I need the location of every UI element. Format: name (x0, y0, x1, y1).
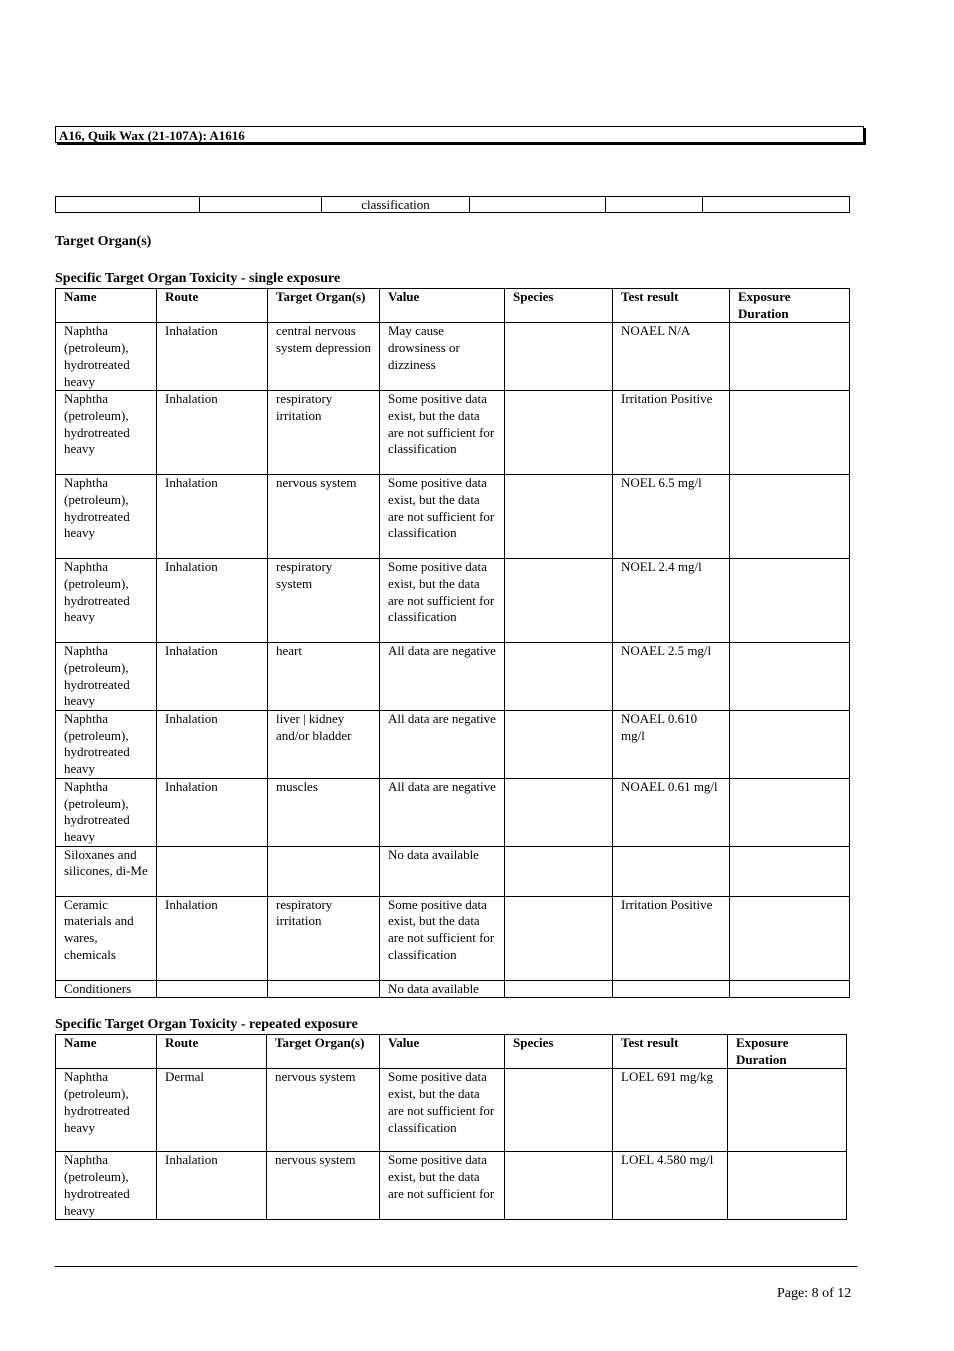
table-cell (505, 896, 613, 980)
table-cell: Naphtha (petroleum), hydrotreated heavy (56, 323, 157, 391)
table-cell: NOEL 6.5 mg/l (613, 475, 730, 559)
table-cell (730, 778, 850, 846)
table-cell: Naphtha (petroleum), hydrotreated heavy (56, 1069, 157, 1152)
table-cell: Naphtha (petroleum), hydrotreated heavy (56, 391, 157, 475)
table-cell: All data are negative (380, 643, 505, 711)
table-cell (728, 1069, 847, 1152)
table-cell: NOAEL 2.5 mg/l (613, 643, 730, 711)
table-row (56, 846, 850, 896)
table-cell: Inhalation (157, 559, 268, 643)
continuation-table (55, 196, 850, 213)
table-cell: Inhalation (157, 896, 268, 980)
table-cell: NOEL 2.4 mg/l (613, 559, 730, 643)
table-cell: Some positive data exist, but the data are not sufficient for (380, 1152, 505, 1220)
table-row (56, 323, 850, 391)
table-cell: Naphtha (petroleum), hydrotreated heavy (56, 559, 157, 643)
table-row (56, 980, 850, 998)
table-cell: Siloxanes and silicones, di-Me (56, 846, 157, 896)
table-cell (606, 197, 703, 213)
column-header: Route (157, 289, 268, 323)
table-cell: NOAEL N/A (613, 323, 730, 391)
table-cell (200, 197, 322, 213)
table-cell: classification (322, 197, 470, 213)
table-cell: central nervous system depression (268, 323, 380, 391)
table-cell (730, 475, 850, 559)
table-cell (613, 980, 730, 998)
table-cell (157, 846, 268, 896)
table-cell: Inhalation (157, 643, 268, 711)
table-cell (730, 391, 850, 475)
table-header-row (56, 1035, 847, 1069)
column-header: Value (380, 289, 505, 323)
table-row (56, 197, 850, 213)
table-cell: Inhalation (157, 1152, 267, 1220)
table-cell (730, 559, 850, 643)
table-row (56, 475, 850, 559)
table-cell (730, 980, 850, 998)
table-cell: No data available (380, 846, 505, 896)
section-heading: Target Organ(s) (55, 234, 152, 249)
table-cell (703, 197, 850, 213)
table-cell: Irritation Positive (613, 896, 730, 980)
single-exposure-table (55, 288, 850, 998)
table-cell: All data are negative (380, 711, 505, 779)
table-cell: Irritation Positive (613, 391, 730, 475)
table-cell: Naphtha (petroleum), hydrotreated heavy (56, 475, 157, 559)
document-header: A16, Quik Wax (21-107A): A1616 (55, 126, 864, 143)
column-header: Name (56, 289, 157, 323)
table-cell: No data available (380, 980, 505, 998)
table-cell (613, 846, 730, 896)
table-cell: heart (268, 643, 380, 711)
table-cell: Naphtha (petroleum), hydrotreated heavy (56, 643, 157, 711)
column-header: Exposure Duration (730, 289, 850, 323)
table-cell (470, 197, 606, 213)
table-cell: Some positive data exist, but the data are not sufficient for classification (380, 896, 505, 980)
table-cell: nervous system (268, 475, 380, 559)
footer-divider (55, 1266, 857, 1267)
table-cell (56, 197, 200, 213)
table-cell (505, 1152, 613, 1220)
table-cell (157, 980, 268, 998)
table-cell (505, 711, 613, 779)
column-header: Name (56, 1035, 157, 1069)
table-cell (505, 475, 613, 559)
table-cell: Inhalation (157, 778, 268, 846)
table-cell: Naphtha (petroleum), hydrotreated heavy (56, 711, 157, 779)
table-cell (730, 896, 850, 980)
table-cell: muscles (268, 778, 380, 846)
table-cell: LOEL 691 mg/kg (613, 1069, 728, 1152)
table-row (56, 896, 850, 980)
table-row (56, 1152, 847, 1220)
column-header: Test result (613, 1035, 728, 1069)
table-cell: respiratory irritation (268, 896, 380, 980)
table-cell: NOAEL 0.610 mg/l (613, 711, 730, 779)
table-cell: Some positive data exist, but the data are not sufficient for classification (380, 391, 505, 475)
table-row (56, 559, 850, 643)
table-cell: Some positive data exist, but the data are not sufficient for classification (380, 475, 505, 559)
column-header: Species (505, 1035, 613, 1069)
table-cell: respiratory system (268, 559, 380, 643)
column-header: Exposure Duration (728, 1035, 847, 1069)
table-cell (730, 846, 850, 896)
table-cell: liver | kidney and/or bladder (268, 711, 380, 779)
page-number: Page: 8 of 12 (777, 1286, 852, 1301)
repeated-exposure-title: Specific Target Organ Toxicity - repeated exposure (55, 1017, 358, 1032)
table-cell: All data are negative (380, 778, 505, 846)
table-cell (730, 323, 850, 391)
table-cell: Ceramic materials and wares, chemicals (56, 896, 157, 980)
column-header: Route (157, 1035, 267, 1069)
table-cell (505, 323, 613, 391)
table-header-row (56, 289, 850, 323)
column-header: Target Organ(s) (268, 289, 380, 323)
column-header: Target Organ(s) (267, 1035, 380, 1069)
table-cell: Naphtha (petroleum), hydrotreated heavy (56, 778, 157, 846)
column-header: Test result (613, 289, 730, 323)
table-cell: LOEL 4.580 mg/l (613, 1152, 728, 1220)
table-cell: Dermal (157, 1069, 267, 1152)
single-exposure-title: Specific Target Organ Toxicity - single exposure (55, 271, 341, 286)
table-cell: nervous system (267, 1069, 380, 1152)
column-header: Species (505, 289, 613, 323)
table-cell: Some positive data exist, but the data are not sufficient for classification (380, 1069, 505, 1152)
table-cell (505, 778, 613, 846)
table-cell (505, 846, 613, 896)
table-cell (730, 643, 850, 711)
table-cell: nervous system (267, 1152, 380, 1220)
table-cell: Inhalation (157, 323, 268, 391)
table-row (56, 643, 850, 711)
table-row (56, 391, 850, 475)
table-cell: Inhalation (157, 391, 268, 475)
table-cell (268, 846, 380, 896)
table-cell: NOAEL 0.61 mg/l (613, 778, 730, 846)
table-cell (505, 1069, 613, 1152)
table-cell: Naphtha (petroleum), hydrotreated heavy (56, 1152, 157, 1220)
table-row (56, 778, 850, 846)
column-header: Value (380, 1035, 505, 1069)
table-cell (730, 711, 850, 779)
table-row (56, 711, 850, 779)
table-cell (728, 1152, 847, 1220)
table-cell: Some positive data exist, but the data are not sufficient for classification (380, 559, 505, 643)
table-cell: Inhalation (157, 475, 268, 559)
table-cell (505, 980, 613, 998)
table-cell: May cause drowsiness or dizziness (380, 323, 505, 391)
table-cell (268, 980, 380, 998)
table-cell: Inhalation (157, 711, 268, 779)
table-cell: respiratory irritation (268, 391, 380, 475)
table-cell (505, 559, 613, 643)
table-row (56, 1069, 847, 1152)
table-cell (505, 643, 613, 711)
repeated-exposure-table (55, 1034, 847, 1220)
table-cell (505, 391, 613, 475)
table-cell: Conditioners (56, 980, 157, 998)
